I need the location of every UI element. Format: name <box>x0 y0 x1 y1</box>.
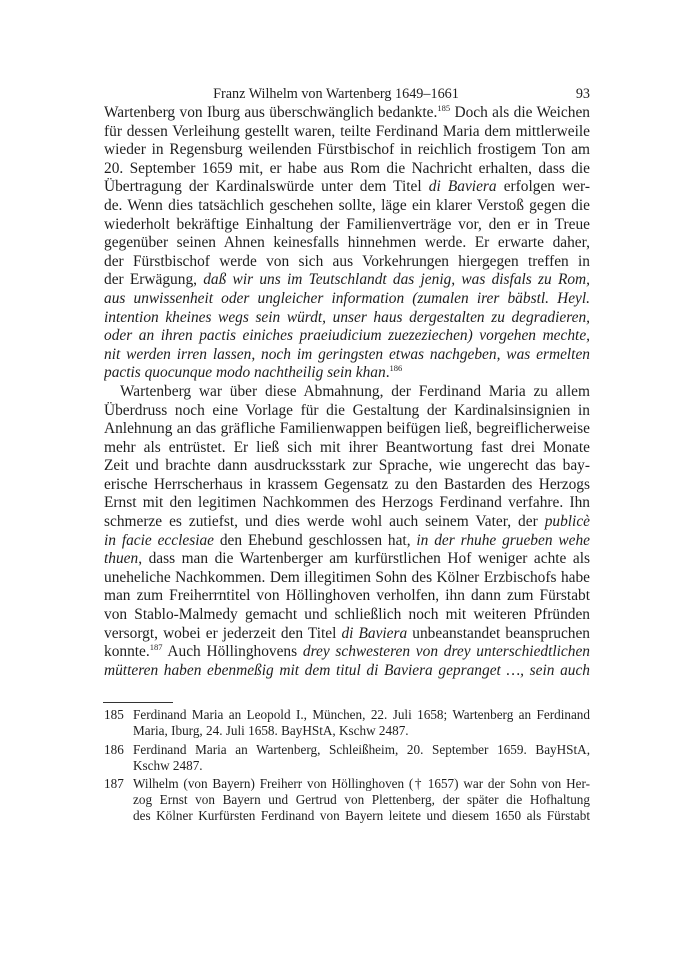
text-run: , dass man die Wartenberger am kurfürstlichen Hof weniger achte als <box>138 550 590 568</box>
text-run: den Ehebund geschlossen hat, <box>214 531 417 549</box>
italic-quote: intention kheines wegs sein würdt, unser haus dergestalten zu degradieren, <box>104 308 590 326</box>
text-line <box>104 587 590 606</box>
paragraph-1 <box>104 104 590 383</box>
footnote-line: Ferdinand Maria an Wartenberg, Schleißheim, 20. September 1659. BayHStA, <box>133 741 590 757</box>
text-line <box>104 327 590 346</box>
text-run: mehr als entrüstet. Er ließ sich mit ihrer Beantwortung fast drei Monate <box>104 438 590 456</box>
footnote-line: zog Ernst von Bayern und Gertrud von Plettenberg, der später die Hofhaltung <box>133 792 590 807</box>
text-line <box>104 550 590 569</box>
text-run: . <box>385 364 390 382</box>
text-line <box>104 402 590 421</box>
text-run: Zeit und brachte dann ausdrucksstark zur Sprache, wie ungerecht das bay- <box>104 457 590 475</box>
italic-quote: di Baviera <box>341 624 408 642</box>
footnote-line: Maria, Iburg, 24. Juli 1658. BayHStA, Kschw 2487. <box>133 723 409 738</box>
text-run: Übertragung der Kardinalswürde unter dem Titel <box>104 178 429 196</box>
italic-quote: in der rhuhe grueben wehe <box>416 531 590 549</box>
footnote-reference: 186 <box>389 364 403 374</box>
text-line <box>104 234 590 253</box>
running-title: Franz Wilhelm von Wartenberg 1649–1661 <box>213 86 459 102</box>
text-run: uneheliche Nachkommen. Dem illegitimen Sohn des Kölner Erzbischofs habe <box>104 568 590 586</box>
italic-quote: mütteren haben ebenmeßig mit dem titul di Baviera gepranget …, sein auch <box>104 661 590 679</box>
footnote-line: des Kölner Kurfürsten Ferdinand von Bayern leitete und diesem 1650 als Fürstabt <box>133 808 590 823</box>
text-run: der Erwägung, <box>104 271 204 289</box>
text-run: man zum Freiherrntitel von Höllinghoven verholfen, ihn dann zum Fürstabt <box>104 587 590 605</box>
footnote-reference: 185 <box>437 104 451 113</box>
text-run: Wartenberg war über diese Abmahnung, der Ferdinand Maria zu allem <box>120 382 590 400</box>
text-line <box>104 178 590 197</box>
footnotes <box>104 707 590 827</box>
italic-quote: pactis quocunque modo nachtheilig sein khan <box>104 364 386 382</box>
text-line <box>104 532 590 551</box>
footnote-rule <box>103 702 173 703</box>
running-head <box>104 84 590 104</box>
footnote-187 <box>104 776 590 824</box>
italic-quote: nit werden irren lassen, noch im geringsten etwas nachgeben, was ermelten <box>104 345 590 363</box>
text-run: wieder in Regensburg weilenden Fürstbischof in reichlich frostigem Ton am <box>104 141 590 159</box>
text-line <box>104 625 590 644</box>
footnote-line: Ferdinand Maria an Leopold I., München, 22. Juli 1658; Wartenberg an Ferdinand <box>133 707 590 722</box>
text-line <box>104 662 590 681</box>
text-line <box>104 457 590 476</box>
text-line <box>104 123 590 142</box>
text-run: Überdruss noch eine Vorlage für die Gestaltung der Kardinalsinsignien in <box>104 401 590 419</box>
text-run: schmerze es zutiefst, und dies werde wohl auch seinem Vater, der <box>104 513 545 531</box>
italic-quote: di Baviera <box>428 178 497 196</box>
body-text <box>104 104 590 680</box>
footnote-186 <box>104 742 590 774</box>
footnote-line: Wilhelm (von Bayern) Freiherr von Höllinghoven († 1657) war der Sohn von Her- <box>133 776 590 791</box>
text-line <box>104 513 590 532</box>
text-line <box>104 309 590 328</box>
text-line <box>104 569 590 588</box>
text-line <box>104 271 590 290</box>
paragraph-2 <box>104 383 590 681</box>
text-run: erische Herrscherhaus in krassem Gegensatz zu den Bastarden des Herzogs <box>104 475 590 493</box>
text-line <box>104 216 590 235</box>
text-run: unbeanstandet beanspruchen <box>407 624 590 642</box>
page-number: 93 <box>575 86 590 102</box>
text-line <box>104 141 590 160</box>
text-line <box>104 253 590 272</box>
italic-quote: daß wir uns im Teutschlandt das jenig, was disfals zu Rom, <box>203 271 590 289</box>
footnote-number: 185 <box>104 707 124 722</box>
text-run: Auch Höllinghovens <box>162 643 303 661</box>
text-line <box>104 197 590 216</box>
text-run: von Stablo-Malmedy gemacht und schließlich noch mit weiteren Pfründen <box>104 606 590 624</box>
italic-quote: drey schwesteren von drey unterschiedtlichen <box>302 643 590 661</box>
text-line <box>104 420 590 439</box>
text-run: Anlehnung an das gräfliche Familienwappen beifügen ließ, begreiflicherweise <box>104 420 590 438</box>
text-run: Ernst mit den legitimen Nachkommen des Herzogs Ferdinand verfahre. Ihn <box>104 494 590 512</box>
italic-quote: oder an ihren pactis einiches praeiudicium zuezeziechen) vorgehen mechte, <box>104 327 590 345</box>
text-line <box>104 606 590 625</box>
italic-quote: publicè <box>544 513 590 531</box>
text-line <box>104 643 590 662</box>
footnote-number: 187 <box>104 776 124 791</box>
text-run: 20. September 1659 mit, er habe aus Rom die Nachricht erhalten, dass die <box>104 159 590 177</box>
text-line <box>104 383 590 402</box>
text-run: erfolgen wer- <box>496 178 590 196</box>
text-run: der Fürstbischof werde von sich aus Vorkehrungen hiergegen treffen in <box>104 252 590 270</box>
text-run: für dessen Verleihung gestellt waren, teilte Ferdinand Maria dem mittlerweile <box>104 122 590 140</box>
text-run: gegenüber seinen Ahnen keinesfalls hinnehmen werde. Er erwarte daher, <box>104 234 590 252</box>
text-run: konnte. <box>104 643 150 661</box>
text-line <box>104 364 590 383</box>
text-line <box>104 346 590 365</box>
text-line <box>104 104 590 123</box>
italic-quote: in facie ecclesiae <box>104 531 214 549</box>
footnote-reference: 187 <box>149 643 163 653</box>
footnote-number: 186 <box>104 741 124 757</box>
text-run: wiederholt bekräftige Einhaltung der Familienverträge vor, den er in Treue <box>104 215 590 233</box>
italic-quote: thuen <box>104 550 139 568</box>
text-line <box>104 160 590 179</box>
text-run: Doch als die Weichen <box>450 104 590 121</box>
text-line <box>104 439 590 458</box>
text-run: versorgt, wobei er jederzeit den Titel <box>104 624 342 642</box>
text-line <box>104 494 590 513</box>
text-run: de. Wenn dies tatsächlich geschehen sollte, läge ein klarer Verstoß gegen die <box>104 196 590 214</box>
footnote-line: Kschw 2487. <box>133 757 203 773</box>
text-run: Wartenberg von Iburg aus überschwänglich bedankte. <box>104 104 438 121</box>
footnote-185 <box>104 707 590 739</box>
text-line <box>104 290 590 309</box>
italic-quote: aus unwissenheit oder ungleicher information (zumalen irer bäbstl. Heyl. <box>104 289 590 307</box>
text-line <box>104 476 590 495</box>
